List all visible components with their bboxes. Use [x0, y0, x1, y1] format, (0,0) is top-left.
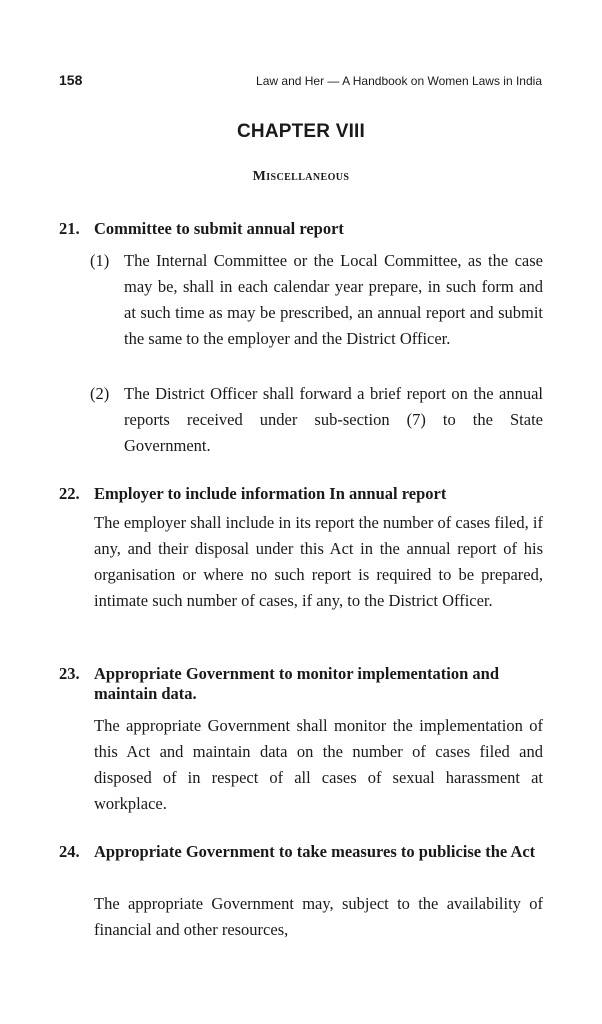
- section-title: Employer to include information In annual report: [94, 484, 447, 503]
- subsection-text: The District Officer shall forward a brief report on the annual reports received under sub-section (7) to the State Government.: [124, 384, 543, 455]
- subsection-text: The Internal Committee or the Local Committee, as the case may be, shall in each calendar year prepare, in such form and at such time as may be prescribed, an annual report and submit the same to the employer and the District Officer.: [124, 251, 543, 348]
- section-title: Appropriate Government to monitor implementation and maintain data.: [94, 664, 499, 703]
- section-number: 21.: [59, 219, 80, 238]
- section-number: 24.: [59, 842, 80, 861]
- subsection-label: (1): [90, 251, 110, 270]
- section-title: Appropriate Government to take measures to publicise the Act: [94, 842, 536, 861]
- section-24-heading: [59, 842, 543, 862]
- running-header-title: Law and Her — A Handbook on Women Laws in India: [256, 74, 542, 88]
- section-23-body: The appropriate Government shall monitor the implementation of this Act and maintain data on the number of cases filed and disposed of in respect of all cases of sexual harassment at workplace.: [94, 716, 543, 813]
- subsection-21-1: [90, 248, 543, 352]
- section-21-heading: [59, 219, 543, 239]
- section-number: 23.: [59, 664, 80, 683]
- section-22-body: The employer shall include in its report the number of cases filed, if any, and their disposal under this Act in the annual report of his organisation or where no such report is required to be prepared, intimate such number of cases, if any, to the District Officer.: [94, 513, 543, 610]
- section-number: 22.: [59, 484, 80, 503]
- page-number: 158: [59, 72, 83, 88]
- subsection-label: (2): [90, 384, 110, 403]
- subsection-21-2: [90, 381, 543, 459]
- section-title: Committee to submit annual report: [94, 219, 344, 238]
- chapter-subtitle: Miscellaneous: [252, 169, 350, 184]
- chapter-title: CHAPTER VIII: [236, 121, 366, 142]
- section-23-heading: [59, 664, 543, 704]
- section-22-heading: [59, 484, 543, 504]
- section-24-body: The appropriate Government may, subject to the availability of financial and other resources,: [94, 894, 543, 939]
